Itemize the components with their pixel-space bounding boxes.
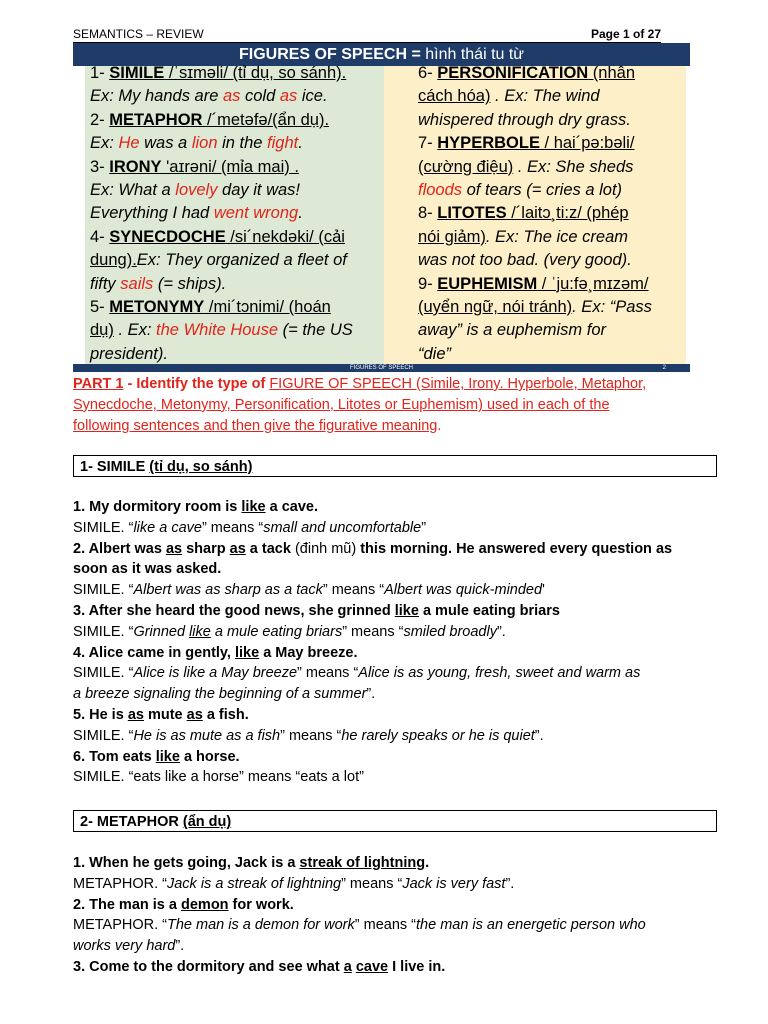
text-line — [73, 684, 733, 705]
text-line — [73, 726, 733, 747]
section-label-vn: (tỉ dụ, so sánh) — [149, 459, 253, 475]
text-run: as — [222, 87, 241, 106]
text-run: SIMILE. “eats like a horse” means “eats a lot” — [73, 769, 364, 786]
text-line — [73, 416, 723, 437]
text-run: SIMILE. “ — [73, 582, 134, 599]
text-run: IRONY — [109, 157, 162, 176]
text-run: soon as it was asked. — [73, 561, 222, 578]
text-run: cách hóa) — [418, 87, 491, 106]
text-run: a tack — [245, 540, 295, 557]
text-run: a fish. — [202, 706, 249, 723]
text-line — [418, 296, 686, 319]
strip-number: 2 — [662, 365, 666, 371]
text-line — [73, 915, 733, 936]
text-run: 3. After she heard the good news, she grinned — [73, 602, 395, 619]
text-run: the White House — [156, 321, 279, 340]
text-line — [418, 202, 686, 225]
text-run: (= the US — [278, 321, 353, 340]
text-run: 5- — [90, 297, 110, 316]
text-run: SIMILE. “ — [73, 727, 134, 744]
text-run: (cường điệu) — [418, 157, 514, 176]
slide-footer-strip — [73, 364, 690, 372]
text-line — [418, 343, 686, 366]
text-line — [73, 497, 733, 518]
text-run: like — [234, 644, 260, 661]
text-run: /si´nekdəki/ (cải — [225, 227, 345, 246]
text-run: ” means “ — [297, 665, 359, 682]
text-run: /mi´tɔnimi/ (hoán — [204, 297, 331, 316]
text-line — [73, 853, 733, 874]
text-line — [418, 179, 686, 202]
text-run: as — [127, 706, 144, 723]
text-run: Albert was as sharp as a tack — [133, 582, 323, 599]
text-run: / ˈju:fə¸mɪzəm/ — [537, 274, 649, 293]
banner-title: FIGURES OF SPEECH = — [238, 46, 426, 63]
strip-label: FIGURES OF SPEECH — [349, 365, 413, 371]
text-run: . — [298, 204, 303, 223]
text-run: ”. — [366, 686, 376, 703]
text-line — [73, 643, 733, 664]
text-line — [73, 580, 733, 601]
text-run: as — [279, 87, 298, 106]
metaphor-examples — [73, 853, 733, 978]
text-run: ” means “ — [354, 917, 417, 934]
text-run: ' — [542, 582, 545, 599]
text-run: ” means “ — [341, 875, 403, 892]
text-line — [73, 663, 733, 684]
text-run: PART 1 — [73, 376, 124, 392]
text-run: Jack is very fast — [402, 875, 506, 892]
text-run: cave — [355, 958, 389, 975]
text-line — [90, 156, 382, 179]
text-run: /´laitɔ¸ti:z/ (phép — [506, 204, 629, 223]
text-line — [90, 132, 382, 155]
text-run: for work. — [228, 896, 294, 913]
text-run: mute — [143, 706, 187, 723]
text-run: Grinned — [133, 623, 190, 640]
text-run: a — [343, 958, 352, 975]
text-run: works very hard — [73, 938, 176, 955]
text-run: of tears (= cries a lot) — [462, 180, 623, 199]
text-run: /´metəfə/(ẩn dụ). — [202, 110, 330, 129]
text-run: the man is an energetic person who — [416, 917, 646, 934]
text-run: . Ex: — [113, 321, 157, 340]
text-run: cold — [240, 87, 280, 106]
text-run: 3- — [90, 157, 110, 176]
text-run: . Ex: She sheds — [513, 157, 634, 176]
text-run: floods — [418, 180, 463, 199]
text-line — [90, 226, 382, 249]
text-run: METONYMY — [109, 297, 205, 316]
text-run: Alice is like a May breeze — [133, 665, 298, 682]
text-run: whispered through dry grass. — [418, 110, 631, 129]
text-line — [73, 539, 733, 560]
text-line — [418, 249, 686, 272]
text-run: fight — [267, 134, 299, 153]
section-label: 2- METAPHOR — [80, 814, 183, 830]
text-run: “die” — [418, 344, 452, 363]
text-run: small and uncomfortable — [263, 519, 422, 536]
section-heading-metaphor — [73, 810, 717, 832]
text-line — [90, 202, 382, 225]
banner-title-vn: hình thái tu từ — [425, 46, 525, 63]
text-line — [90, 319, 382, 342]
text-line — [418, 319, 686, 342]
text-run: LITOTES — [437, 204, 507, 223]
text-run: 3. Come to the dormitory and see what — [73, 958, 344, 975]
text-run: 8- — [418, 204, 438, 223]
text-run: like — [155, 748, 180, 765]
text-run: METAPHOR — [109, 110, 203, 129]
text-run: was not too bad. (very good). — [418, 251, 632, 270]
page-header — [73, 26, 661, 43]
text-run: smiled broadly — [403, 623, 497, 640]
text-run: as — [229, 540, 246, 557]
text-line — [73, 374, 723, 395]
text-run: 5. He is — [73, 706, 128, 723]
text-run: 7- — [418, 134, 438, 153]
text-run: like — [189, 623, 211, 640]
text-line — [73, 601, 733, 622]
text-line — [90, 85, 382, 108]
text-run: ”. — [505, 875, 515, 892]
text-line — [90, 343, 382, 366]
text-run: SIMILE. “ — [73, 519, 134, 536]
figures-list-right — [418, 62, 686, 366]
text-run: Synecdoche, Metonymy, Personification, Litotes or Euphemism) used in each of the — [73, 396, 610, 413]
text-run: away” is a euphemism for — [418, 321, 606, 340]
text-run: as — [186, 706, 203, 723]
text-run: ” — [421, 519, 427, 536]
text-run: following sentences and then give the figurative meaning — [73, 417, 438, 434]
text-run: ”. — [534, 727, 544, 744]
text-line — [73, 895, 733, 916]
text-line — [90, 62, 382, 85]
text-line — [73, 957, 733, 978]
text-run: I live in. — [388, 958, 446, 975]
text-line — [90, 249, 382, 272]
text-run: /ˈsɪməli/ (tỉ dụ, so sánh). — [164, 64, 347, 82]
text-run: a mule eating briars — [210, 623, 343, 640]
text-run: 9- — [418, 274, 438, 293]
text-run: / hai´pə:bəli/ — [539, 134, 635, 153]
text-run: ice. — [297, 87, 328, 106]
text-run: . — [437, 417, 442, 434]
text-line — [73, 874, 733, 895]
text-run: Ex: — [90, 134, 119, 153]
text-run: . Ex: The ice cream — [485, 227, 629, 246]
text-run: HYPERBOLE — [437, 134, 540, 153]
section-label-vn: (ẩn dụ) — [182, 814, 232, 830]
text-line — [418, 132, 686, 155]
text-run: ” means “ — [322, 582, 385, 599]
text-run: Ex: They organized a fleet of — [136, 251, 347, 270]
text-line — [73, 936, 733, 957]
text-line — [73, 767, 733, 788]
text-run: He is as mute as a fish — [133, 727, 281, 744]
page-number: Page 1 of 27 — [590, 27, 661, 41]
text-run: . Ex: The wind — [490, 87, 600, 106]
text-run: (uyển ngữ, nói tránh) — [418, 297, 573, 316]
text-line — [73, 622, 733, 643]
text-run: Everything I had — [90, 204, 214, 223]
text-run: sharp — [182, 540, 230, 557]
text-run: a breeze signaling the beginning of a summer — [73, 686, 367, 703]
text-run: Ex: What a — [90, 180, 176, 199]
text-run: dụ) — [90, 321, 114, 340]
text-line — [73, 705, 733, 726]
text-run: - Identify the type of — [123, 376, 270, 392]
text-run: The man is a demon for work — [166, 917, 355, 934]
text-run: a cave. — [265, 499, 319, 515]
text-line — [90, 179, 382, 202]
text-run: president). — [90, 344, 168, 363]
text-line — [418, 109, 686, 132]
text-run: EUPHEMISM — [437, 274, 538, 293]
text-line — [73, 747, 733, 768]
text-run: 6. Tom eats — [73, 748, 156, 765]
text-run: He — [118, 134, 140, 153]
section-heading-simile — [73, 455, 717, 477]
text-line — [418, 156, 686, 179]
text-run: SYNECDOCHE — [109, 227, 226, 246]
text-run: like — [241, 499, 266, 515]
text-run: 2- — [90, 110, 110, 129]
text-line — [90, 296, 382, 319]
text-run: lovely — [175, 180, 218, 199]
text-run: 2. The man is a — [73, 896, 181, 913]
text-run: day it was! — [217, 180, 301, 199]
text-run: this morning. He answered every question as — [356, 540, 673, 557]
simile-examples — [73, 497, 733, 788]
text-run: 1. When he gets going, Jack is a — [73, 855, 300, 871]
text-run: nói giảm) — [418, 227, 486, 246]
text-run: 1. My dormitory room is — [73, 499, 242, 515]
text-line — [73, 559, 733, 580]
text-run: 2. Albert was — [73, 540, 166, 557]
text-run: . — [425, 855, 430, 871]
text-run: in the — [217, 134, 268, 153]
text-run: Alice is as young, fresh, sweet and warm as — [358, 665, 641, 682]
figures-list-left — [90, 62, 382, 366]
text-run: PERSONIFICATION — [437, 64, 589, 82]
text-run: he rarely speaks or he is quiet — [341, 727, 535, 744]
text-run: a mule eating briars — [418, 602, 560, 619]
section-label: 1- SIMILE — [80, 459, 150, 475]
text-line — [90, 109, 382, 132]
text-run: METAPHOR. “ — [73, 875, 167, 892]
text-run: (đinh mũ) — [294, 540, 357, 557]
text-run: fifty — [90, 274, 121, 293]
text-run: FIGURE OF SPEECH (Simile, Irony. Hyperbole, Metaphor, — [269, 376, 647, 392]
text-run: 1- — [90, 64, 110, 82]
text-line — [418, 85, 686, 108]
text-run: a horse. — [179, 748, 240, 765]
text-run: SIMILE — [109, 64, 165, 82]
text-run: Jack is a streak of lightning — [166, 875, 342, 892]
text-run: 6- — [418, 64, 438, 82]
text-run: went wrong — [213, 204, 299, 223]
text-run: (nhân — [588, 64, 636, 82]
text-run: SIMILE. “ — [73, 665, 134, 682]
text-line — [418, 226, 686, 249]
text-run: . Ex: “Pass — [572, 297, 652, 316]
text-run: ” means “ — [342, 623, 404, 640]
text-run: as — [165, 540, 183, 557]
text-run: streak of lightning — [299, 855, 426, 871]
part1-instructions — [73, 374, 723, 436]
text-run: . — [298, 134, 303, 153]
text-run: ” means “ — [280, 727, 342, 744]
text-line — [73, 395, 723, 416]
text-run: (= ships). — [153, 274, 227, 293]
text-run: SIMILE. “ — [73, 623, 134, 640]
text-run: a May breeze. — [259, 644, 358, 661]
text-line — [73, 518, 733, 539]
text-line — [418, 273, 686, 296]
text-run: Albert was quick-minded — [384, 582, 543, 599]
text-run: 'aɪrəni/ (mỉa mai) . — [161, 157, 299, 176]
text-run: METAPHOR. “ — [73, 917, 167, 934]
text-line — [418, 62, 686, 85]
text-run: 4. Alice came in gently, — [73, 644, 235, 661]
text-run: Ex: My hands are — [90, 87, 223, 106]
text-run: sails — [120, 274, 154, 293]
text-line — [90, 273, 382, 296]
header-title: SEMANTICS – REVIEW — [73, 27, 204, 41]
text-run: was a — [139, 134, 192, 153]
text-run: like — [394, 602, 419, 619]
text-run: demon — [181, 896, 229, 913]
text-run: ” means “ — [201, 519, 264, 536]
text-run: dung). — [90, 251, 137, 270]
text-run: like a cave — [133, 519, 202, 536]
text-run: 4- — [90, 227, 110, 246]
text-run: ”. — [175, 938, 185, 955]
text-run: ”. — [496, 623, 506, 640]
text-run: lion — [191, 134, 218, 153]
